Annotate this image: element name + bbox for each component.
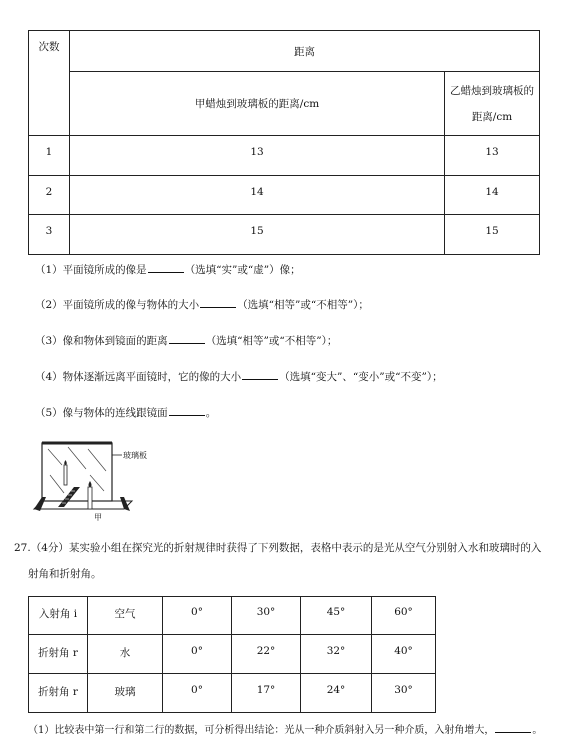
answer-blank-4[interactable] — [242, 370, 278, 380]
angle-value: 60° — [372, 597, 436, 635]
medium: 空气 — [88, 597, 163, 635]
refraction-table — [28, 596, 436, 713]
glass-plate — [42, 443, 112, 501]
question-4-suffix: （选填“变大”、“变小”或“不变”）； — [279, 371, 443, 383]
header-candle-b-line1: 乙蜡烛到玻璃板的 — [450, 84, 534, 97]
angle-value: 17° — [232, 674, 301, 713]
distance-a: 13 — [70, 136, 445, 176]
angle-value: 0° — [163, 597, 232, 635]
angle-value: 0° — [163, 635, 232, 674]
distance-b: 15 — [445, 215, 540, 255]
angle-value: 0° — [163, 674, 232, 713]
question-2 — [35, 297, 369, 312]
q27-sub1-prefix: （1）比较表中第一行和第二行的数据，可分析得出结论：光从一种介质斜射入另一种介质，入射角增大， — [28, 725, 495, 736]
distance-table — [28, 30, 540, 255]
trial-number: 2 — [29, 176, 70, 215]
question-5-suffix: 。 — [205, 407, 217, 419]
answer-blank-1[interactable] — [148, 263, 184, 273]
distance-b: 14 — [445, 176, 540, 215]
angle-value: 45° — [301, 597, 372, 635]
q27-sub1-suffix: 。 — [532, 725, 543, 736]
header-candle-b-line2: 距离/cm — [471, 110, 513, 123]
candle-a — [88, 487, 92, 509]
row-label: 入射角 i — [29, 597, 88, 635]
header-candle-b — [445, 72, 540, 136]
answer-blank-q27-1[interactable] — [495, 723, 531, 733]
label-candle-a: 甲 — [94, 513, 102, 522]
question-4 — [35, 369, 443, 384]
question-5-prefix: （5）像与物体的连线跟镜面 — [35, 407, 168, 419]
mirror-experiment-figure — [28, 435, 178, 525]
answer-blank-2[interactable] — [200, 298, 236, 308]
question-2-prefix: （2）平面镜所成的像与物体的大小 — [35, 299, 200, 311]
trial-number: 1 — [29, 136, 70, 176]
row-label: 折射角 r — [29, 635, 88, 674]
question-4-prefix: （4）物体逐渐远离平面镜时，它的像的大小 — [35, 371, 242, 383]
angle-value: 22° — [232, 635, 301, 674]
answer-blank-3[interactable] — [169, 334, 205, 344]
medium: 玻璃 — [88, 674, 163, 713]
question-2-suffix: （选填“相等”或“不相等”）； — [237, 299, 369, 311]
angle-value: 30° — [232, 597, 301, 635]
angle-value: 24° — [301, 674, 372, 713]
header-candle-a: 甲蜡烛到玻璃板的距离/cm — [70, 72, 445, 136]
question-1 — [35, 262, 301, 277]
header-distance: 距离 — [70, 31, 540, 72]
distance-b: 13 — [445, 136, 540, 176]
question-1-prefix: （1）平面镜所成的像是 — [35, 264, 147, 276]
distance-a: 14 — [70, 176, 445, 215]
header-trials: 次数 — [29, 31, 70, 136]
q27-sub1 — [28, 721, 542, 736]
row-label: 折射角 r — [29, 674, 88, 713]
question-3-suffix: （选填“相等”或“不相等”）； — [205, 335, 338, 347]
angle-value: 32° — [301, 635, 372, 674]
label-glass-plate: 玻璃板 — [123, 451, 147, 460]
answer-blank-5[interactable] — [169, 406, 205, 416]
question-5 — [35, 405, 216, 420]
angle-value: 30° — [372, 674, 436, 713]
distance-a: 15 — [70, 215, 445, 255]
q27-stem-line1: 27.（4分）某实验小组在探究光的折射规律时获得了下列数据，表格中表示的是光从空气分别射入水和玻璃时的入 — [14, 542, 542, 554]
question-1-suffix: （选填“实”或“虚”）像； — [184, 264, 301, 276]
trial-number: 3 — [29, 215, 70, 255]
question-3-prefix: （3）像和物体到镜面的距离 — [35, 335, 168, 347]
candle-b — [64, 465, 67, 485]
q27-stem-line2: 射角和折射角。 — [28, 568, 102, 580]
question-3 — [35, 333, 337, 348]
angle-value: 40° — [372, 635, 436, 674]
medium: 水 — [88, 635, 163, 674]
